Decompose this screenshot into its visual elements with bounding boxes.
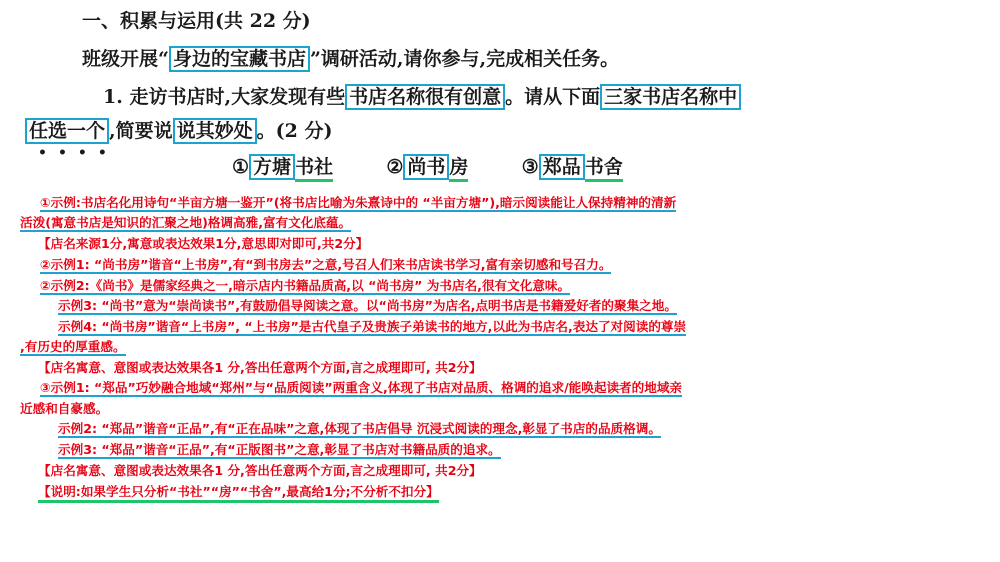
intro-boxed-topic: 身边的宝藏书店 — [169, 46, 310, 72]
q1-boxed-creative-names: 书店名称很有创意 — [345, 84, 505, 110]
q1-boxed-explain: 说其妙处 — [173, 118, 257, 144]
q1-text-pre: 1. 走访书店时,大家发现有些 — [103, 86, 346, 108]
option-2-boxed: 尚书 — [403, 154, 449, 180]
answer-line-1: ①示例:书店名化用诗句“半亩方塘一鉴开”(将书店比喻为朱熹诗中的 “半亩方塘”),暗示阅读能让人保持精神的清新 — [40, 195, 677, 210]
question1-line1 — [103, 88, 741, 107]
answer-line-14: 【店名寓意、意图或表达效果各1 分,答出任意两个方面,言之成理即可, 共2分】 — [38, 463, 482, 478]
option-1-boxed: 方塘 — [249, 154, 295, 180]
option-2-underlined: 房 — [449, 156, 468, 182]
answer-line-7: 示例4: “尚书房”谐音“上书房”, “上书房”是古代皇子及贵族子弟读书的地方,以此为书店名,表达了对阅读的尊崇 — [58, 319, 687, 334]
answer-line-11: 近感和自豪感。 — [20, 401, 109, 416]
option-3: ③ 郑品 书舍 — [522, 154, 623, 182]
question1-line2 — [25, 122, 332, 141]
q1-boxed-choose-one: 任选一个 — [25, 118, 109, 144]
option-1-underlined: 书社 — [295, 156, 333, 182]
answer-line-5: ②示例2:《尚书》是儒家经典之一,暗示店内书籍品质高,以 “尚书房” 为书店名,很有文化意味。 — [40, 278, 571, 293]
answer-line-15: 【说明:如果学生只分析“书社”“房”“书舍”,最高给1分;不分析不扣分】 — [38, 486, 439, 499]
option-3-underlined: 书舍 — [585, 156, 623, 182]
answer-line-9: 【店名寓意、意图或表达效果各1 分,答出任意两个方面,言之成理即可, 共2分】 — [38, 360, 482, 375]
options-line — [232, 158, 623, 177]
emphasis-dots: •••• — [38, 145, 118, 161]
q1-text-mid2: ,简要说 — [109, 120, 173, 142]
option-1: ① 方塘 书社 — [232, 154, 340, 182]
section-title: 一、积累与运用(共 22 分) — [82, 10, 311, 32]
answer-line-3: 【店名来源1分,寓意或表达效果1分,意思即对即可,共2分】 — [38, 236, 369, 251]
answer-line-10: ③示例1: “郑品”巧妙融合地域“郑州”与“品质阅读”两重含义,体现了书店对品质、格调的追求/能唤起读者的地域亲 — [40, 380, 683, 395]
q1-text-post: 。(2 分) — [256, 120, 333, 142]
q1-text-mid: 。请从下面 — [505, 86, 601, 108]
intro-post: ”调研活动,请你参与,完成相关任务。 — [309, 48, 620, 70]
answer-line-8: ,有历史的厚重感。 — [20, 339, 126, 354]
q1-boxed-three-names: 三家书店名称中 — [600, 84, 741, 110]
answer-line-4: ②示例1: “尚书房”谐音“上书房”,有“到书房去”之意,号召人们来书店读书学习,富有亲切感和号召力。 — [40, 257, 612, 272]
option-2: ② 尚书 房 — [386, 154, 475, 182]
option-3-boxed: 郑品 — [539, 154, 585, 180]
answer-line-6: 示例3: “尚书”意为“崇尚读书”,有鼓励倡导阅读之意。以“尚书房”为店名,点明书店是书籍爱好者的聚集之地。 — [58, 298, 677, 313]
answer-line-13: 示例3: “郑品”谐音“正品”,有“正版图书”之意,彰显了书店对书籍品质的追求。 — [58, 442, 501, 457]
answer-line-12: 示例2: “郑品”谐音“正品”,有“正在品味”之意,体现了书店倡导 沉浸式阅读的理念,彰显了书店的品质格调。 — [58, 421, 661, 436]
intro-line — [82, 50, 619, 69]
answer-line-2: 活泼(寓意书店是知识的汇聚之地)格调高雅,富有文化底蕴。 — [20, 215, 352, 230]
intro-pre: 班级开展“ — [82, 48, 169, 70]
